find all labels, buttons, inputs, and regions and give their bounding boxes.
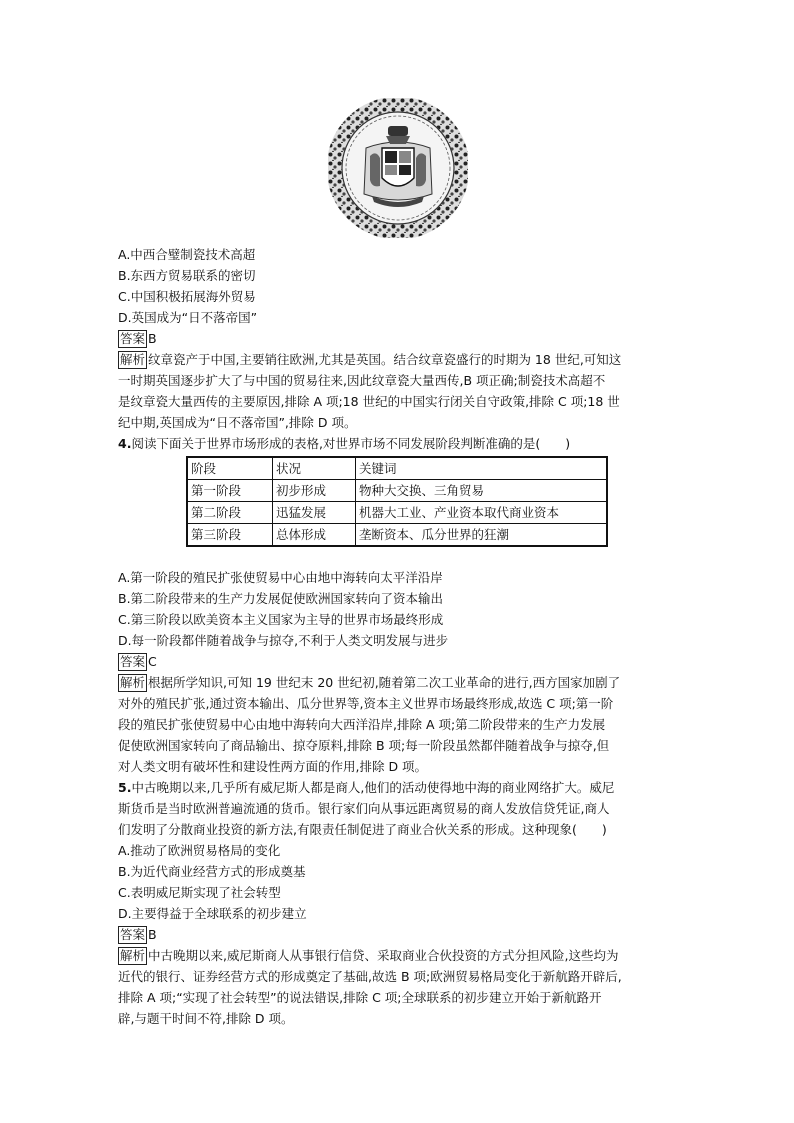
table-cell: 垄断资本、瓜分世界的狂潮: [356, 524, 608, 547]
table-cell: 第二阶段: [187, 502, 273, 524]
table-header-cell: 阶段: [187, 457, 273, 480]
q4-analysis-line: 对外的殖民扩张,通过资本输出、瓜分世界等,资本主义世界市场最终形成,故选 C 项;第一阶: [118, 696, 614, 711]
answer-tag: 答案: [120, 654, 146, 669]
q3-analysis-line: 一时期英国逐步扩大了与中国的贸易往来,因此纹章瓷大量西传,B 项正确;制瓷技术高超不: [118, 373, 606, 388]
q5-stem-line: 们发明了分散商业投资的新方法,有限责任制促进了商业合伙关系的形成。这种现象( ): [118, 822, 607, 837]
table-cell: 物种大交换、三角贸易: [356, 480, 608, 502]
table-row: [187, 502, 607, 524]
q4-analysis-line: 根据所学知识,可知 19 世纪末 20 世纪初,随着第二次工业革命的进行,西方国家加剧了: [148, 675, 621, 690]
q5-analysis-line: 排除 A 项;“实现了社会转型”的说法错误,排除 C 项;全球联系的初步建立开始于新航路开: [118, 990, 602, 1005]
q4-stem: [118, 433, 678, 454]
table-cell: 总体形成: [273, 524, 356, 547]
answer-tag: 答案: [120, 331, 146, 346]
q5-analysis-line: 近代的银行、证券经营方式的形成奠定了基础,故选 B 项;欧洲贸易格局变化于新航路开辟后,: [118, 969, 622, 984]
table-row: [187, 480, 607, 502]
q5-option-c: C.表明威尼斯实现了社会转型: [118, 885, 281, 900]
q5-stem-line: 中古晚期以来,几乎所有威尼斯人都是商人,他们的活动使得地中海的商业网络扩大。威尼: [131, 780, 615, 795]
q4-answer-value: C: [148, 654, 157, 669]
q4-option-a: A.第一阶段的殖民扩张使贸易中心由地中海转向太平洋沿岸: [118, 570, 443, 585]
table-cell: 第三阶段: [187, 524, 273, 547]
analysis-tag: 解析: [120, 352, 146, 367]
q4-options: [118, 567, 678, 651]
q4-option-d: D.每一阶段都伴随着战争与掠夺,不利于人类文明发展与进步: [118, 633, 449, 648]
q4-analysis-line: 对人类文明有破坏性和建设性两方面的作用,排除 D 项。: [118, 759, 428, 774]
q3-answer-value: B: [148, 331, 157, 346]
q5-answer: [118, 924, 678, 945]
q5-answer-value: B: [148, 927, 157, 942]
q4-stem-text: 阅读下面关于世界市场形成的表格,对世界市场不同发展阶段判断准确的是( ): [131, 436, 571, 451]
plate-figure: [118, 98, 678, 238]
table-header-row: [187, 457, 607, 480]
q3-options: [118, 244, 678, 328]
q5-number: 5.: [118, 780, 132, 795]
q4-option-b: B.第二阶段带来的生产力发展促使欧洲国家转向了资本输出: [118, 591, 444, 606]
q3-analysis-line: 纹章瓷产于中国,主要销往欧洲,尤其是英国。结合纹章瓷盛行的时期为 18 世纪,可知这: [148, 352, 622, 367]
q3-option-d: D.英国成为“日不落帝国”: [118, 310, 258, 325]
table-cell: 迅猛发展: [273, 502, 356, 524]
q5-stem: [118, 777, 678, 840]
q5-stem-line: 斯货币是当时欧洲普遍流通的货币。银行家们向从事远距离贸易的商人发放信贷凭证,商人: [118, 801, 610, 816]
q3-option-a: A.中西合璧制瓷技术高超: [118, 247, 256, 262]
table-row: [187, 524, 607, 547]
q3-analysis: [118, 349, 678, 433]
table-cell: 初步形成: [273, 480, 356, 502]
q5-analysis-line: 中古晚期以来,威尼斯商人从事银行信贷、采取商业合伙投资的方式分担风险,这些均为: [148, 948, 619, 963]
table-header-cell: 关键词: [356, 457, 608, 480]
q4-answer: [118, 651, 678, 672]
analysis-tag: 解析: [120, 675, 146, 690]
table-cell: 第一阶段: [187, 480, 273, 502]
q4-option-c: C.第三阶段以欧美资本主义国家为主导的世界市场最终形成: [118, 612, 444, 627]
table-header-cell: 状况: [273, 457, 356, 480]
q4-number: 4.: [118, 436, 132, 451]
answer-tag: 答案: [120, 927, 146, 942]
world-market-table: [186, 456, 608, 547]
q5-option-d: D.主要得益于全球联系的初步建立: [118, 906, 307, 921]
q3-analysis-line: 是纹章瓷大量西传的主要原因,排除 A 项;18 世纪的中国实行闭关自守政策,排除 C 项;18 世: [118, 394, 620, 409]
q5-option-a: A.推动了欧洲贸易格局的变化: [118, 843, 281, 858]
table-cell: 机器大工业、产业资本取代商业资本: [356, 502, 608, 524]
q5-options: [118, 840, 678, 924]
q4-analysis-line: 促使欧洲国家转向了商品输出、掠夺原料,排除 B 项;每一阶段虽然都伴随着战争与掠夺,但: [118, 738, 610, 753]
q3-answer: [118, 328, 678, 349]
analysis-tag: 解析: [120, 948, 146, 963]
q3-analysis-line: 纪中期,英国成为“日不落帝国”,排除 D 项。: [118, 415, 357, 430]
q5-option-b: B.为近代商业经营方式的形成奠基: [118, 864, 306, 879]
q3-option-b: B.东西方贸易联系的密切: [118, 268, 256, 283]
q3-option-c: C.中国积极拓展海外贸易: [118, 289, 256, 304]
document-page: [118, 98, 678, 1029]
q5-analysis: [118, 945, 678, 1029]
q4-analysis-line: 段的殖民扩张使贸易中心由地中海转向大西洋沿岸,排除 A 项;第二阶段带来的生产力发展: [118, 717, 606, 732]
q5-analysis-line: 辟,与题干时间不符,排除 D 项。: [118, 1011, 294, 1026]
armorial-porcelain-plate-image: [328, 98, 468, 238]
q4-analysis: [118, 672, 678, 777]
